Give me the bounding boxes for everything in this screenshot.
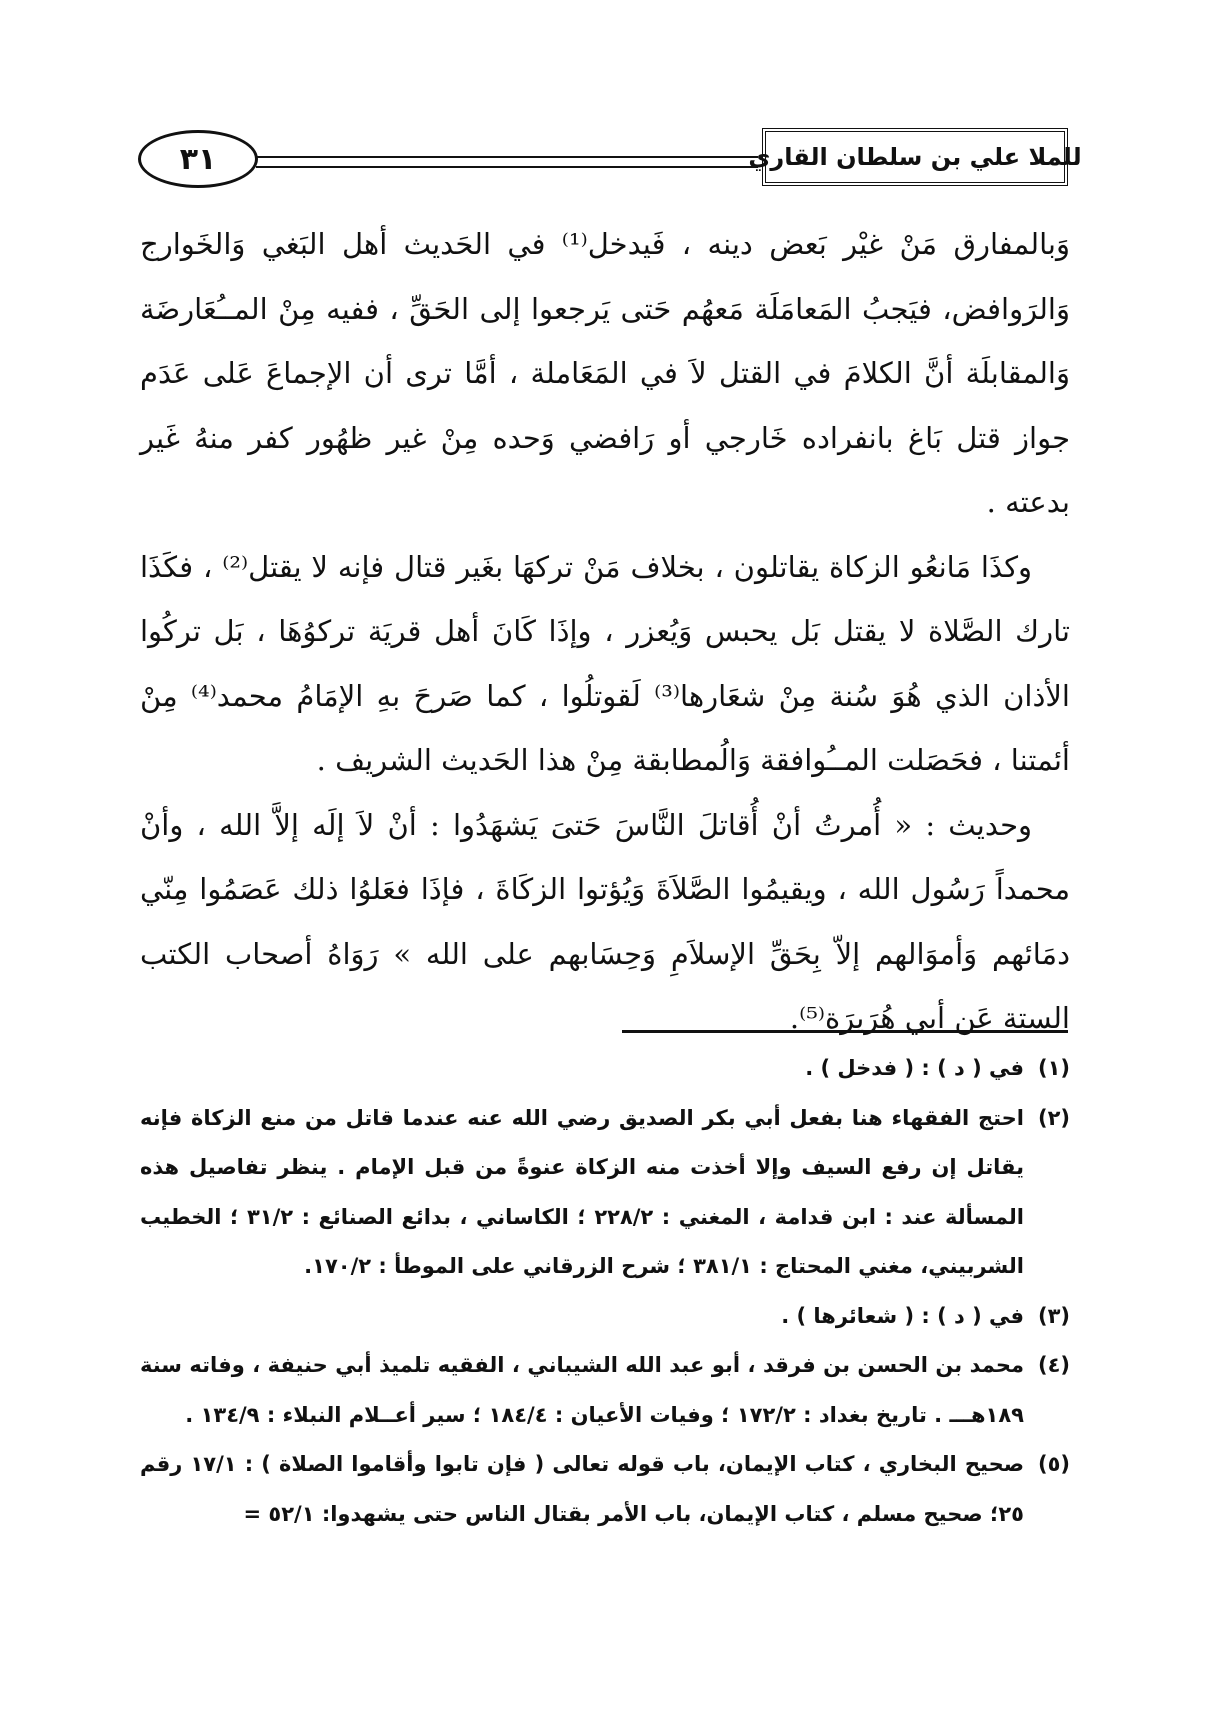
header-rule — [256, 156, 758, 168]
footnote — [140, 1044, 1070, 1094]
footnote-number: (٢) — [1037, 1105, 1070, 1130]
footnote-number: (٥) — [1037, 1452, 1070, 1476]
footnote-text: احتج الفقهاء هنا بفعل أبي بكر الصديق رضي الله عنه عندما قاتل من منع الزكاة فإنه يقاتل إن رفع السيف وإلا أخذت منه الزكاة عنوةً من قبل الإمام . ينظر تفاصيل هذه المسألة عند : ابن قدامة ، المغني : ٢٢٨/٢ ؛ الكاساني ، بدائع الصنائع : ٣١/٢ ؛ الخطيب الشربيني، مغني المحتاج : ٣٨١/١ ؛ شرح الزرقاني على الموطأ : ١٧٠/٢. — [140, 1105, 1024, 1278]
footnote — [140, 1292, 1070, 1342]
footnotes — [140, 1044, 1070, 1539]
footnote-text: صحيح البخاري ، كتاب الإيمان، باب قوله تعالى ( فإن تابوا وأقاموا الصلاة ) : ١٧/١ رقم ٢٥؛ صحيح مسلم ، كتاب الإيمان، باب الأمر بقتال الناس حتى يشهدوا: ٥٢/١ = — [140, 1452, 1025, 1526]
footnote — [140, 1094, 1070, 1292]
footnote-number: (٤) — [1037, 1353, 1070, 1377]
footnote-number: (١) — [1037, 1056, 1070, 1080]
footnote-separator — [622, 1030, 1068, 1033]
running-title: للملا علي بن سلطان القاري — [762, 128, 1068, 186]
paragraph: وكذَا مَانعُو الزكاة يقاتلون ، بخلاف مَنْ تركهَا بغَير قتال فإنه لا يقتل⁽²⁾ ، فكَذَا تارك الصَّلاة لا يقتل بَل يحبس وَيُعزر ، وإذَا كَانَ أهل قريَة تركوُهَا ، بَل تركُوا الأذان الذي هُوَ سُنة مِنْ شعَارها⁽³⁾ لَقوتلُوا ، كما صَرحَ بهِ الإمَامُ محمد⁽⁴⁾ مِنْ أئمتنا ، فحَصَلت المــُوافقة وَالُمطابقة مِنْ هذا الحَديث الشريف . — [140, 549, 1070, 777]
footnote-number: (٣) — [1037, 1303, 1070, 1328]
paragraph: وحديث : « أُمرتُ أنْ أُقاتلَ النَّاسَ حَتىَ يَشهَدُوا : أنْ لاَ إلَه إلاَّ الله ، وأنْ محمداً رَسُول الله ، ويقيمُوا الصَّلاَةَ وَيُؤتوا الزكَاةَ ، فإذَا فعَلوُا ذلك عَصَمُوا مِنّي دمَائهم وَأموَالهم إلاّ بِحَقِّ الإسلاَمِ وَحِسَابهم على الله » رَوَاهُ أصحاب الكتب الستة عَن أبي هُرَيرَة⁽⁵⁾. — [140, 807, 1070, 1035]
footnote — [140, 1440, 1070, 1539]
footnote-text: في ( د ) : ( فدخل ) . — [805, 1056, 1024, 1080]
page-header — [138, 126, 1082, 196]
page-number: ٣١ — [138, 130, 258, 188]
footnote-text: في ( د ) : ( شعائرها ) . — [781, 1303, 1024, 1328]
footnote-text: محمد بن الحسن بن فرقد ، أبو عبد الله الشيباني ، الفقيه تلميذ أبي حنيفة ، وفاته سنة ١٨٩هـــ . تاريخ بغداد : ١٧٢/٢ ؛ وفيات الأعيان : ١٨٤/٤ ؛ سير أعــلام النبلاء : ١٣٤/٩ . — [140, 1353, 1024, 1427]
main-text — [140, 212, 1070, 1051]
paragraph: وَبالمفارق مَنْ غيْر بَعض دينه ، فَيدخل⁽¹⁾ في الحَديث أهل البَغي وَالخَوارج وَالرَوافض، فيَجبُ المَعامَلَة مَعهُم حَتى يَرجعوا إلى الحَقِّ ، ففيه مِنْ المــُعَارضَة وَالمقابلَة أنَّ الكلامَ في القتل لاَ في المَعَاملة ، أمَّا ترى أن الإجماعَ عَلى عَدَم جواز قتل بَاغ بانفراده خَارجي أو رَافضي وَحده مِنْ غير ظهُور كفر منهُ غَير بدعته . — [140, 227, 1070, 519]
footnote — [140, 1341, 1070, 1440]
